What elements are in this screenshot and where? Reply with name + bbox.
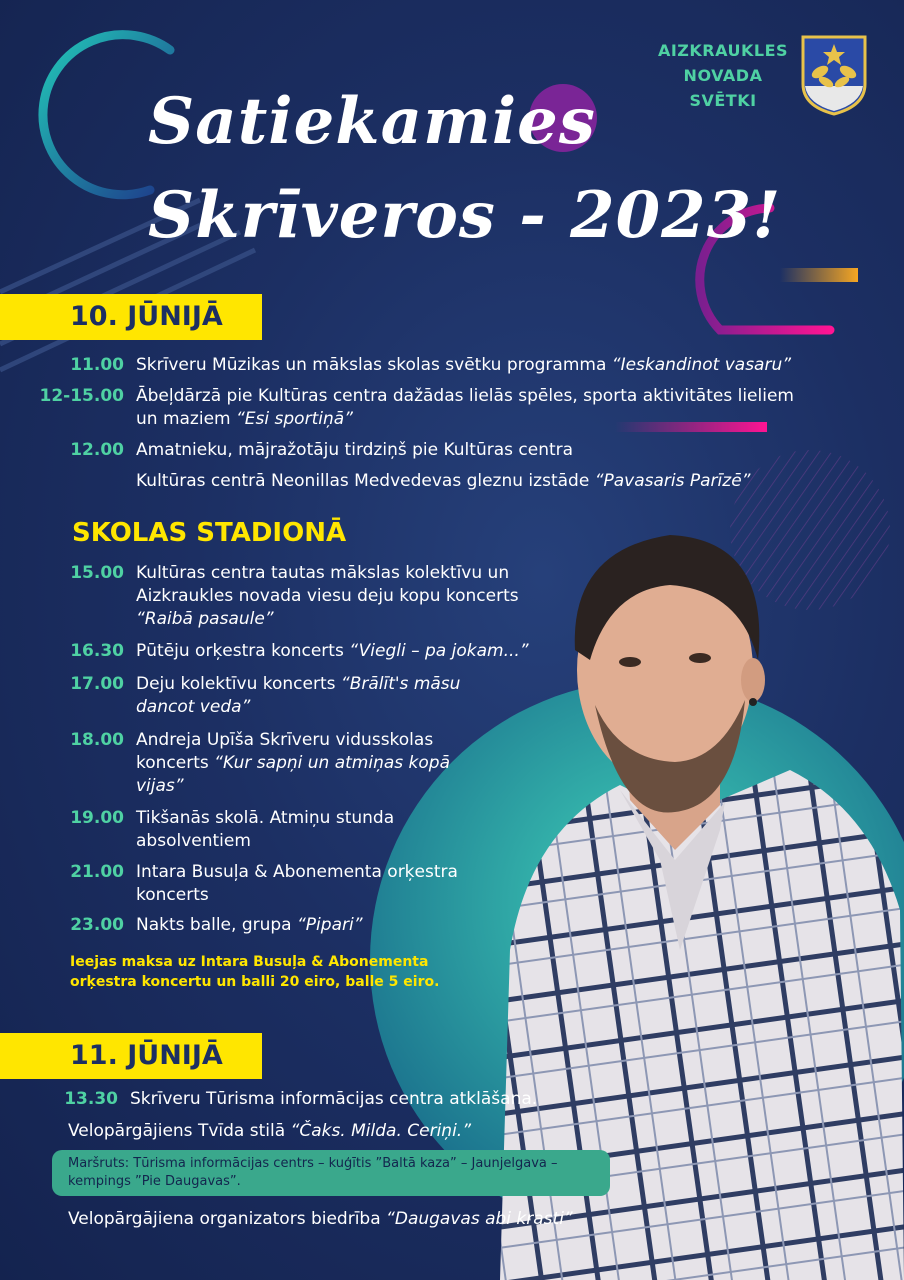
organizer-line-3: SVĒTKI	[689, 91, 757, 110]
day1-event-3: Amatnieku, mājražotāju tirdziņš pie Kultūras centra	[136, 440, 574, 460]
organizer-line-1: AIZKRAUKLES	[657, 41, 789, 60]
stadium-event-4-time: 18.00	[70, 730, 124, 750]
day1-event-4: Kultūras centrā Neonillas Medvedevas gleznu izstāde “Pavasaris Parīzē”	[136, 471, 751, 491]
ticket-price-note: Ieejas maksa uz Intara Busuļa & Abonementa orķestra koncertu un balli 20 eiro, balle 5 eiro.	[70, 954, 440, 990]
title-line-2: Skrīveros - 2023!	[148, 178, 782, 253]
day2-date-band: 11. JŪNIJĀ	[0, 1033, 262, 1079]
day2-event-3: Velopārgājiena organizators biedrība “Daugavas abi krasti”	[68, 1209, 573, 1229]
stadium-event-6: Intara Busuļa & Abonementa orķestra koncerts	[136, 862, 458, 905]
stadium-event-6-time: 21.00	[70, 862, 124, 882]
organizer-line-2: NOVADA	[683, 66, 763, 85]
title-line-1: Satiekamies	[148, 84, 596, 159]
day2-event-1-time: 13.30	[64, 1089, 118, 1109]
day1-event-3-time: 12.00	[70, 440, 124, 460]
day1-date-band: 10. JŪNIJĀ	[0, 294, 262, 340]
stadium-heading: SKOLAS STADIONĀ	[72, 518, 347, 548]
day2-event-1: Skrīveru Tūrisma informācijas centra atklāšana.	[130, 1089, 538, 1109]
stadium-event-2: Pūtēju orķestra koncerts “Viegli – pa jokam...”	[136, 641, 529, 661]
stadium-event-3: Deju kolektīvu koncerts “Brālīt's māsu dancot veda”	[136, 674, 461, 717]
day1-event-2-time: 12-15.00	[39, 386, 124, 406]
stadium-event-5: Tikšanās skolā. Atmiņu stunda absolventiem	[136, 808, 395, 851]
day1-event-1: Skrīveru Mūzikas un mākslas skolas svētku programma “Ieskandinot vasaru”	[136, 355, 792, 375]
orange-bar-shape	[780, 268, 858, 282]
day1-event-1-time: 11.00	[70, 355, 124, 375]
stadium-event-3-time: 17.00	[70, 674, 124, 694]
organizer-label	[655, 38, 791, 113]
route-info-box: Maršruts: Tūrisma informācijas centrs – kuģītis ”Baltā kaza” – Jaunjelgava – kempings ”Pie Daugavas”.	[52, 1150, 610, 1196]
stadium-event-2-time: 16.30	[70, 641, 124, 661]
coat-of-arms-icon	[800, 34, 868, 116]
stadium-event-4: Andreja Upīša Skrīveru vidusskolas koncerts “Kur sapņi un atmiņas kopā vijas”	[136, 730, 450, 796]
stadium-event-7-time: 23.00	[70, 915, 124, 935]
stadium-event-1-time: 15.00	[70, 563, 124, 583]
day2-event-2: Velopārgājiens Tvīda stilā “Čaks. Milda. Ceriņi.”	[68, 1121, 471, 1141]
day1-event-2: Ābeļdārzā pie Kultūras centra dažādas lielās spēles, sporta aktivitātes lieliem un maziem “Esi sportiņā”	[136, 386, 794, 429]
stadium-event-5-time: 19.00	[70, 808, 124, 828]
stadium-event-7: Nakts balle, grupa “Pipari”	[136, 915, 363, 935]
stadium-event-1: Kultūras centra tautas mākslas kolektīvu un Aizkraukles novada viesu deju kopu koncerts “Raibā pasaule”	[136, 563, 519, 629]
